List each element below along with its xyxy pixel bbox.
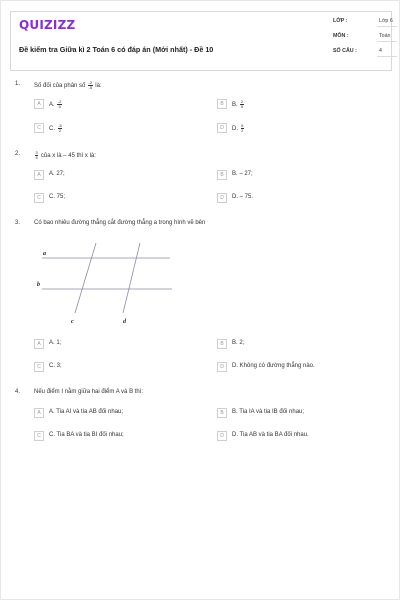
- lines-figure: [34, 241, 184, 331]
- option-text: D. – 75.: [232, 194, 254, 200]
- question-text: [34, 151, 96, 160]
- option-text: A. 27;: [49, 171, 65, 177]
- option-text: B. – 27;: [232, 171, 253, 177]
- question-number: 2.: [15, 151, 21, 157]
- option-letter-box[interactable]: C: [34, 431, 44, 441]
- question-text: Nếu điểm I nằm giữa hai điểm A và B thì:: [34, 389, 144, 395]
- option-letter-box[interactable]: B: [217, 408, 227, 418]
- worksheet-header: [10, 11, 392, 71]
- meta-class-value: Lớp 6: [379, 18, 393, 24]
- option-text: A. 1;: [49, 340, 62, 346]
- option-letter-box[interactable]: A: [34, 339, 44, 349]
- option-letter-box[interactable]: D: [217, 123, 227, 133]
- quizizz-logo: QUIZIZZ: [19, 18, 76, 32]
- fraction: $\frac{-5}{2}$: [58, 123, 62, 133]
- question-number: 3.: [15, 220, 21, 226]
- fraction-numerator: 3: [35, 150, 38, 155]
- option-text: A. Tia AI và tia AB đối nhau;: [49, 409, 124, 415]
- option-letter-box[interactable]: B: [217, 99, 227, 109]
- question-text: [34, 81, 102, 90]
- question-text: Có bao nhiêu đường thẳng cắt đường thẳng a trong hình vẽ bên: [34, 220, 206, 226]
- page-title: Đề kiểm tra Giữa kì 2 Toán 6 có đáp án (Mới nhất) - Đề 10: [19, 45, 214, 54]
- meta-class-underline: [377, 26, 397, 27]
- meta-subject-underline: [377, 41, 397, 42]
- question-number: 4.: [15, 389, 21, 395]
- option-letter-box[interactable]: C: [34, 193, 44, 203]
- option-text: D. $\frac{5}{2}$: [232, 123, 244, 133]
- option-text: B. $\frac{2}{5}$: [232, 99, 244, 109]
- option-text: B. Tia IA và tia IB đối nhau;: [232, 409, 305, 415]
- line-c: [75, 243, 96, 313]
- option-letter-box[interactable]: C: [34, 123, 44, 133]
- fraction-numerator: -2: [88, 80, 93, 85]
- fraction: $\frac{5}{2}$: [241, 123, 244, 133]
- line-d: [123, 243, 140, 313]
- meta-count-underline: [377, 56, 397, 57]
- option-text: C. Tia BA và tia BI đối nhau;: [49, 432, 124, 438]
- option-text: D. Tia AB và tia BA đối nhau.: [232, 432, 309, 438]
- option-letter-box[interactable]: D: [217, 193, 227, 203]
- meta-subject-value: Toán: [379, 33, 391, 39]
- fraction: [35, 151, 38, 160]
- meta-subject-label: MÔN :: [333, 33, 349, 39]
- option-letter-box[interactable]: D: [217, 362, 227, 372]
- option-text: B. 2;: [232, 340, 245, 346]
- fraction: [88, 81, 93, 90]
- question-text-after: là:: [95, 83, 102, 90]
- label-b: b: [37, 282, 40, 288]
- option-letter-box[interactable]: B: [217, 339, 227, 349]
- label-c: c: [71, 319, 74, 325]
- fraction-denominator: 5: [35, 155, 38, 160]
- meta-class-label: LỚP :: [333, 18, 348, 24]
- meta-count-label: SỐ CÂU :: [333, 48, 357, 54]
- option-text: C. 75;: [49, 194, 66, 200]
- option-text: C. 3;: [49, 363, 62, 369]
- fraction-denominator: -5: [88, 85, 93, 90]
- option-text: C. $\frac{-5}{2}$: [49, 123, 62, 133]
- label-a: a: [43, 251, 46, 257]
- fraction: $\frac{-2}{5}$: [57, 99, 62, 109]
- option-text: A. $\frac{-2}{5}$: [49, 99, 62, 109]
- meta-count-value: 4: [379, 48, 382, 54]
- label-d: d: [123, 319, 126, 325]
- option-letter-box[interactable]: C: [34, 362, 44, 372]
- option-letter-box[interactable]: D: [217, 431, 227, 441]
- option-letter-box[interactable]: A: [34, 99, 44, 109]
- question-text-after: của x là – 45 thì x là:: [40, 153, 96, 160]
- question-text-before: Số đối của phân số: [34, 83, 86, 90]
- question-number: 1.: [15, 81, 21, 87]
- option-text: D. Không có đường thẳng nào.: [232, 363, 315, 369]
- option-letter-box[interactable]: B: [217, 170, 227, 180]
- fraction: $\frac{2}{5}$: [240, 99, 244, 109]
- option-letter-box[interactable]: A: [34, 408, 44, 418]
- option-letter-box[interactable]: A: [34, 170, 44, 180]
